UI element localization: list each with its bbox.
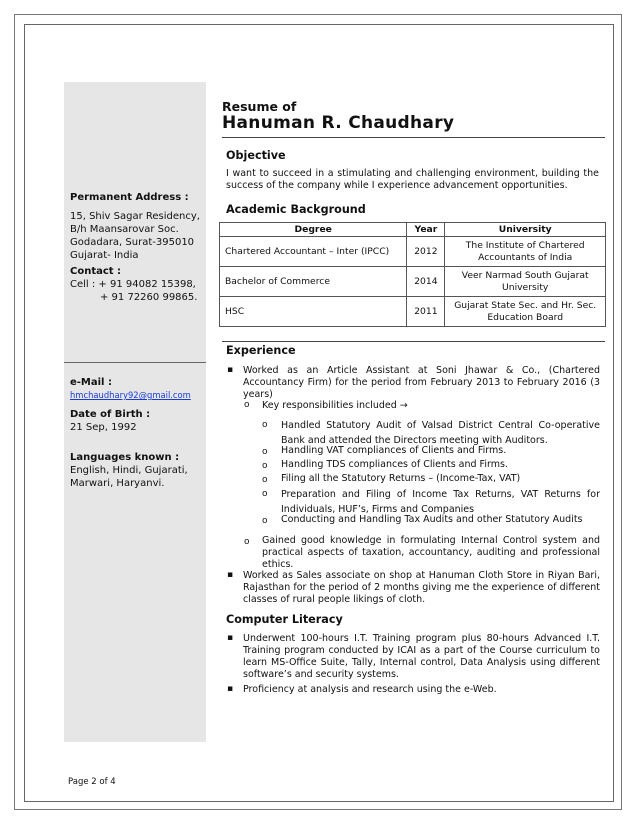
table-header-row xyxy=(220,223,606,237)
address-line: B/h Maansarovar Soc. xyxy=(70,224,179,235)
university-cell: Gujarat State Sec. and Hr. Sec. Education Board xyxy=(445,297,606,327)
page-number: Page 2 of 4 xyxy=(68,777,116,787)
languages-line: English, Hindi, Gujarati, xyxy=(70,465,188,476)
year-cell: 2012 xyxy=(407,237,445,267)
responsibility-item: Preparation and Filing of Income Tax Returns, VAT Returns for Individuals, HUF’s, Firms and Companies xyxy=(281,489,600,515)
email-link[interactable]: hmchaudhary92@gmail.com xyxy=(70,390,191,400)
university-cell: Veer Narmad South Gujarat University xyxy=(445,267,606,297)
table-header: Degree xyxy=(220,223,407,237)
languages-label: Languages known : xyxy=(70,452,180,463)
degree-cell: Bachelor of Commerce xyxy=(220,267,407,297)
dob-section xyxy=(70,408,150,434)
table-header: Year xyxy=(407,223,445,237)
experience-item-2: Worked as Sales associate on shop at Hanuman Cloth Store in Riyan Bari, Rajasthan for the period of 2 months giving me the experience of different classes of rural people likings of cloth. xyxy=(243,570,600,605)
address-label: Permanent Address : xyxy=(70,192,189,203)
email-section xyxy=(70,376,191,402)
year-cell: 2011 xyxy=(407,297,445,327)
email-label: e-Mail : xyxy=(70,377,112,388)
header-divider xyxy=(222,137,605,138)
dob-label: Date of Birth : xyxy=(70,409,151,420)
computer-literacy-title: Computer Literacy xyxy=(226,613,343,626)
bullet-square-icon: ▪ xyxy=(227,684,234,694)
university-cell: The Institute of Chartered Accountants of India xyxy=(445,237,606,267)
responsibility-item: Handling VAT compliances of Clients and Firms. xyxy=(281,445,507,456)
experience-title: Experience xyxy=(226,344,296,357)
contact-section xyxy=(70,265,197,304)
degree-cell: Chartered Accountant – Inter (IPCC) xyxy=(220,237,407,267)
resume-of-heading: Resume of xyxy=(222,99,297,114)
experience-divider xyxy=(222,341,605,342)
academic-title: Academic Background xyxy=(226,203,366,216)
address-line: 15, Shiv Sagar Residency, xyxy=(70,211,200,222)
table-row xyxy=(220,297,606,327)
languages-line: Marwari, Haryanvi. xyxy=(70,478,165,489)
bullet-circle-icon: o xyxy=(244,400,250,410)
objective-text: I want to succeed in a stimulating and challenging environment, building the success of the company while I experience advancement opportunities. xyxy=(226,168,599,191)
bullet-circle-icon: o xyxy=(262,516,268,526)
contact-label: Contact : xyxy=(70,266,122,277)
candidate-name: Hanuman R. Chaudhary xyxy=(222,113,455,133)
year-cell: 2014 xyxy=(407,267,445,297)
bullet-circle-icon: o xyxy=(262,447,268,457)
address-section xyxy=(70,191,189,204)
computer-item: Underwent 100-hours I.T. Training program plus 80-hours Advanced I.T. Training program conducted by ICAI as a part of the Course curriculum to learn MS-Office Suite, Tally, Internal control, Data Analysis using different software’s and security systems. xyxy=(243,633,600,680)
responsibility-item: Handled Statutory Audit of Valsad District Central Co-operative Bank and attended the Directors meeting with Auditors. xyxy=(281,420,600,446)
experience-item-1: Worked as an Article Assistant at Soni Jhawar & Co., (Chartered Accountancy Firm) for the period from February 2013 to February 2016 (3 years) xyxy=(243,365,600,400)
responsibility-item: Handling TDS compliances of Clients and Firms. xyxy=(281,459,508,470)
contact-phone-2: + 91 72260 99865. xyxy=(100,292,198,303)
computer-item: Proficiency at analysis and research using the e-Web. xyxy=(243,684,497,695)
key-responsibilities-label: Key responsibilities included → xyxy=(262,400,408,411)
dob-value: 21 Sep, 1992 xyxy=(70,422,137,433)
bullet-circle-icon: o xyxy=(262,461,268,471)
bullet-circle-icon: o xyxy=(244,537,250,547)
contact-phone-1: Cell : + 91 94082 15398, xyxy=(70,279,196,290)
bullet-circle-icon: o xyxy=(262,420,268,430)
degree-cell: HSC xyxy=(220,297,407,327)
academic-table xyxy=(219,222,606,327)
address-line: Gujarat- India xyxy=(70,250,139,261)
responsibility-item: Filing all the Statutory Returns – (Income-Tax, VAT) xyxy=(281,473,521,484)
responsibility-item: Conducting and Handling Tax Audits and other Statutory Audits xyxy=(281,514,583,525)
address xyxy=(70,210,200,262)
bullet-square-icon: ▪ xyxy=(227,570,234,580)
bullet-square-icon: ▪ xyxy=(227,633,234,643)
table-header: University xyxy=(445,223,606,237)
sidebar-divider xyxy=(64,362,206,363)
table-row xyxy=(220,267,606,297)
bullet-circle-icon: o xyxy=(262,475,268,485)
bullet-square-icon: ▪ xyxy=(227,365,234,375)
languages-section xyxy=(70,451,188,490)
gained-knowledge-item: Gained good knowledge in formulating Internal Control system and practical aspects of taxation, accountancy, auditing and professional ethics. xyxy=(262,535,600,570)
table-row xyxy=(220,237,606,267)
bullet-circle-icon: o xyxy=(262,489,268,499)
address-line: Godadara, Surat-395010 xyxy=(70,237,195,248)
objective-title: Objective xyxy=(226,149,286,162)
